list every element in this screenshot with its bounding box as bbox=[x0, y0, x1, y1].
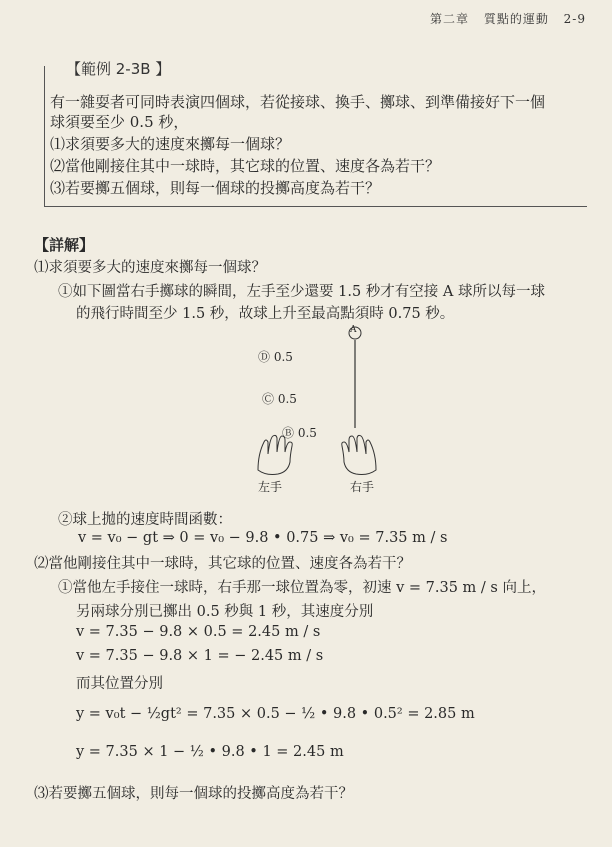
example-line: ⑵當他剛接住其中一球時，其它球的位置、速度各為若干？ bbox=[50, 157, 441, 175]
example-line: 球須要至少 0.5 秒， bbox=[50, 113, 189, 131]
example-line: 有一雜耍者可同時表演四個球，若從接球、換手、擲球、到準備接好下一個 bbox=[50, 93, 546, 111]
example-line: ⑶若要擲五個球，則每一個球的投擲高度為若干？ bbox=[50, 179, 381, 197]
paragraph-1a: ①如下圖當右手擲球的瞬間，左手至少還要 1.5 秒才有空接 A 球所以每一球 bbox=[58, 284, 545, 300]
left-hand-label: 左手 bbox=[258, 480, 283, 494]
ball-c-label: Ⓒ 0.5 bbox=[262, 392, 297, 406]
paragraph-3c: 而其位置分別 bbox=[76, 676, 163, 692]
equation-3: v = 7.35 − 9.8 × 1 = − 2.45 m / s bbox=[76, 648, 324, 664]
equation-5: y = 7.35 × 1 − ½ • 9.8 • 1 = 2.45 m bbox=[76, 744, 344, 760]
ball-a-label: A bbox=[350, 325, 357, 335]
example-line: ⑴求須要多大的速度來擲每一個球？ bbox=[50, 135, 291, 153]
question-2: ⑵當他剛接住其中一球時，其它球的位置、速度各為若干？ bbox=[34, 556, 411, 572]
ball-b-label: Ⓑ 0.5 bbox=[282, 426, 317, 440]
equation-2: v = 7.35 − 9.8 × 0.5 = 2.45 m / s bbox=[76, 624, 321, 640]
question-1: ⑴求須要多大的速度來擲每一個球？ bbox=[34, 260, 266, 276]
paragraph-1b: 的飛行時間至少 1.5 秒，故球上升至最高點須時 0.75 秒。 bbox=[76, 306, 455, 322]
right-hand-label: 右手 bbox=[350, 480, 375, 494]
chapter-label: 第二章 bbox=[429, 12, 469, 26]
left-hand-icon bbox=[258, 435, 292, 474]
equation-1: v = v₀ − gt ⇒ 0 = v₀ − 9.8 • 0.75 ⇒ v₀ = 7.35 m / s bbox=[78, 530, 448, 546]
right-hand-icon bbox=[342, 435, 376, 474]
paragraph-3b: 另兩球分別已擲出 0.5 秒與 1 秒，其速度分別 bbox=[76, 604, 374, 620]
example-title: 【範例 2-3B 】 bbox=[60, 58, 176, 79]
question-3: ⑶若要擲五個球，則每一個球的投擲高度為若干？ bbox=[34, 786, 353, 802]
paragraph-3a: ①當他左手接住一球時，右手那一球位置為零，初速 v = 7.35 m / s 向上， bbox=[58, 580, 546, 596]
page-header bbox=[420, 10, 586, 27]
equation-4: y = v₀t − ½gt² = 7.35 × 0.5 − ½ • 9.8 • 0.5² = 2.85 m bbox=[76, 706, 475, 722]
chapter-title: 質點的運動 bbox=[483, 12, 549, 26]
paragraph-2: ②球上拋的速度時間函數： bbox=[58, 512, 232, 528]
page-number: 2-9 bbox=[563, 12, 586, 26]
detail-heading: 【詳解】 bbox=[34, 236, 95, 254]
ball-d-label: Ⓓ 0.5 bbox=[258, 350, 293, 364]
